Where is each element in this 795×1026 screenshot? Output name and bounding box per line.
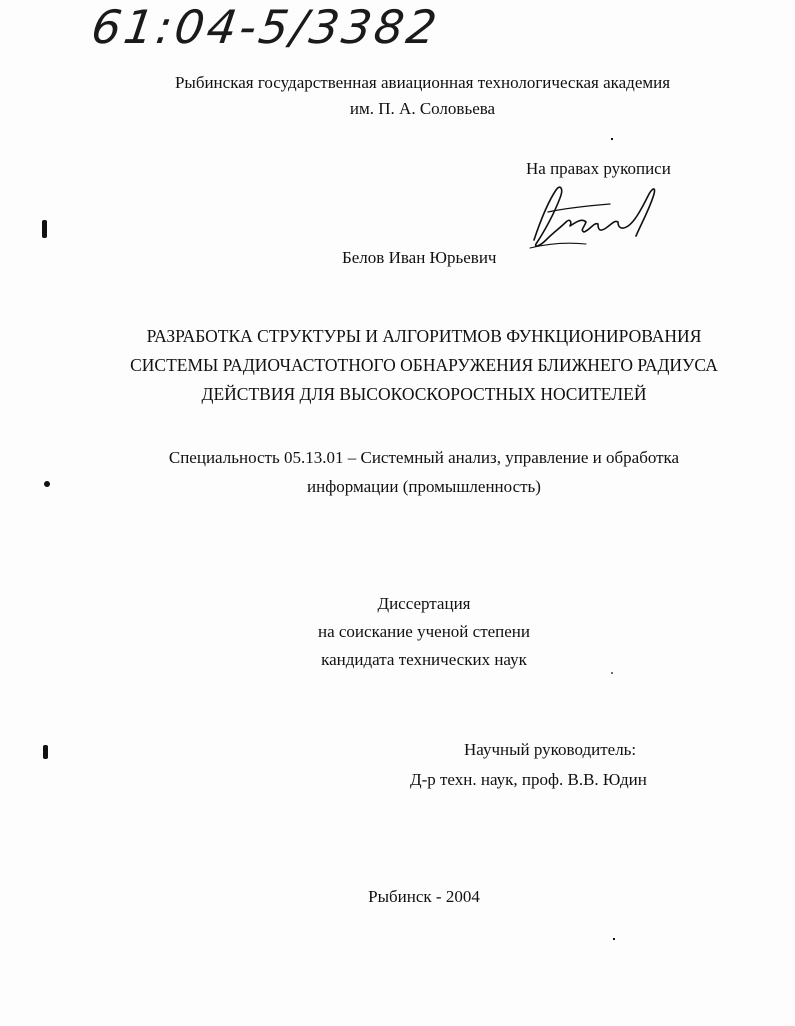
scan-mark (44, 481, 50, 487)
city-year: Рыбинск - 2004 (368, 887, 480, 906)
institution-name: Рыбинская государственная авиационная технологическая академия (174, 73, 671, 92)
scan-mark (43, 745, 48, 759)
institution-block (0, 70, 795, 122)
scan-mark (611, 138, 613, 140)
author-name: Белов Иван Юрьевич (342, 248, 497, 267)
archive-number: 61:04-5/3382 (88, 0, 443, 54)
scan-mark (611, 672, 613, 674)
degree-line: кандидата технических наук (321, 650, 527, 669)
degree-line: Диссертация (377, 594, 471, 613)
scan-mark (42, 220, 47, 238)
dissertation-title (0, 322, 795, 409)
specialty-line: информации (промышленность) (307, 477, 541, 496)
supervisor-label: Научный руководитель: (464, 740, 637, 759)
institution-honorific: им. П. А. Соловьева (349, 99, 496, 118)
specialty-line: Специальность 05.13.01 – Системный анализ, управление и обработка (168, 448, 680, 467)
degree-block (0, 590, 795, 674)
manuscript-rights-note: На правах рукописи (526, 159, 671, 178)
specialty-block (0, 443, 795, 501)
degree-line: на соискание ученой степени (317, 622, 531, 641)
title-line: СИСТЕМЫ РАДИОЧАСТОТНОГО ОБНАРУЖЕНИЯ БЛИЖНЕГО РАДИУСА (130, 355, 718, 375)
title-line: РАЗРАБОТКА СТРУКТУРЫ И АЛГОРИТМОВ ФУНКЦИОНИРОВАНИЯ (146, 326, 702, 346)
scan-mark (613, 938, 615, 940)
supervisor-name: Д-р техн. наук, проф. В.В. Юдин (410, 770, 647, 789)
title-line: ДЕЙСТВИЯ ДЛЯ ВЫСОКОСКОРОСТНЫХ НОСИТЕЛЕЙ (201, 384, 647, 404)
handwritten-signature (526, 182, 666, 252)
